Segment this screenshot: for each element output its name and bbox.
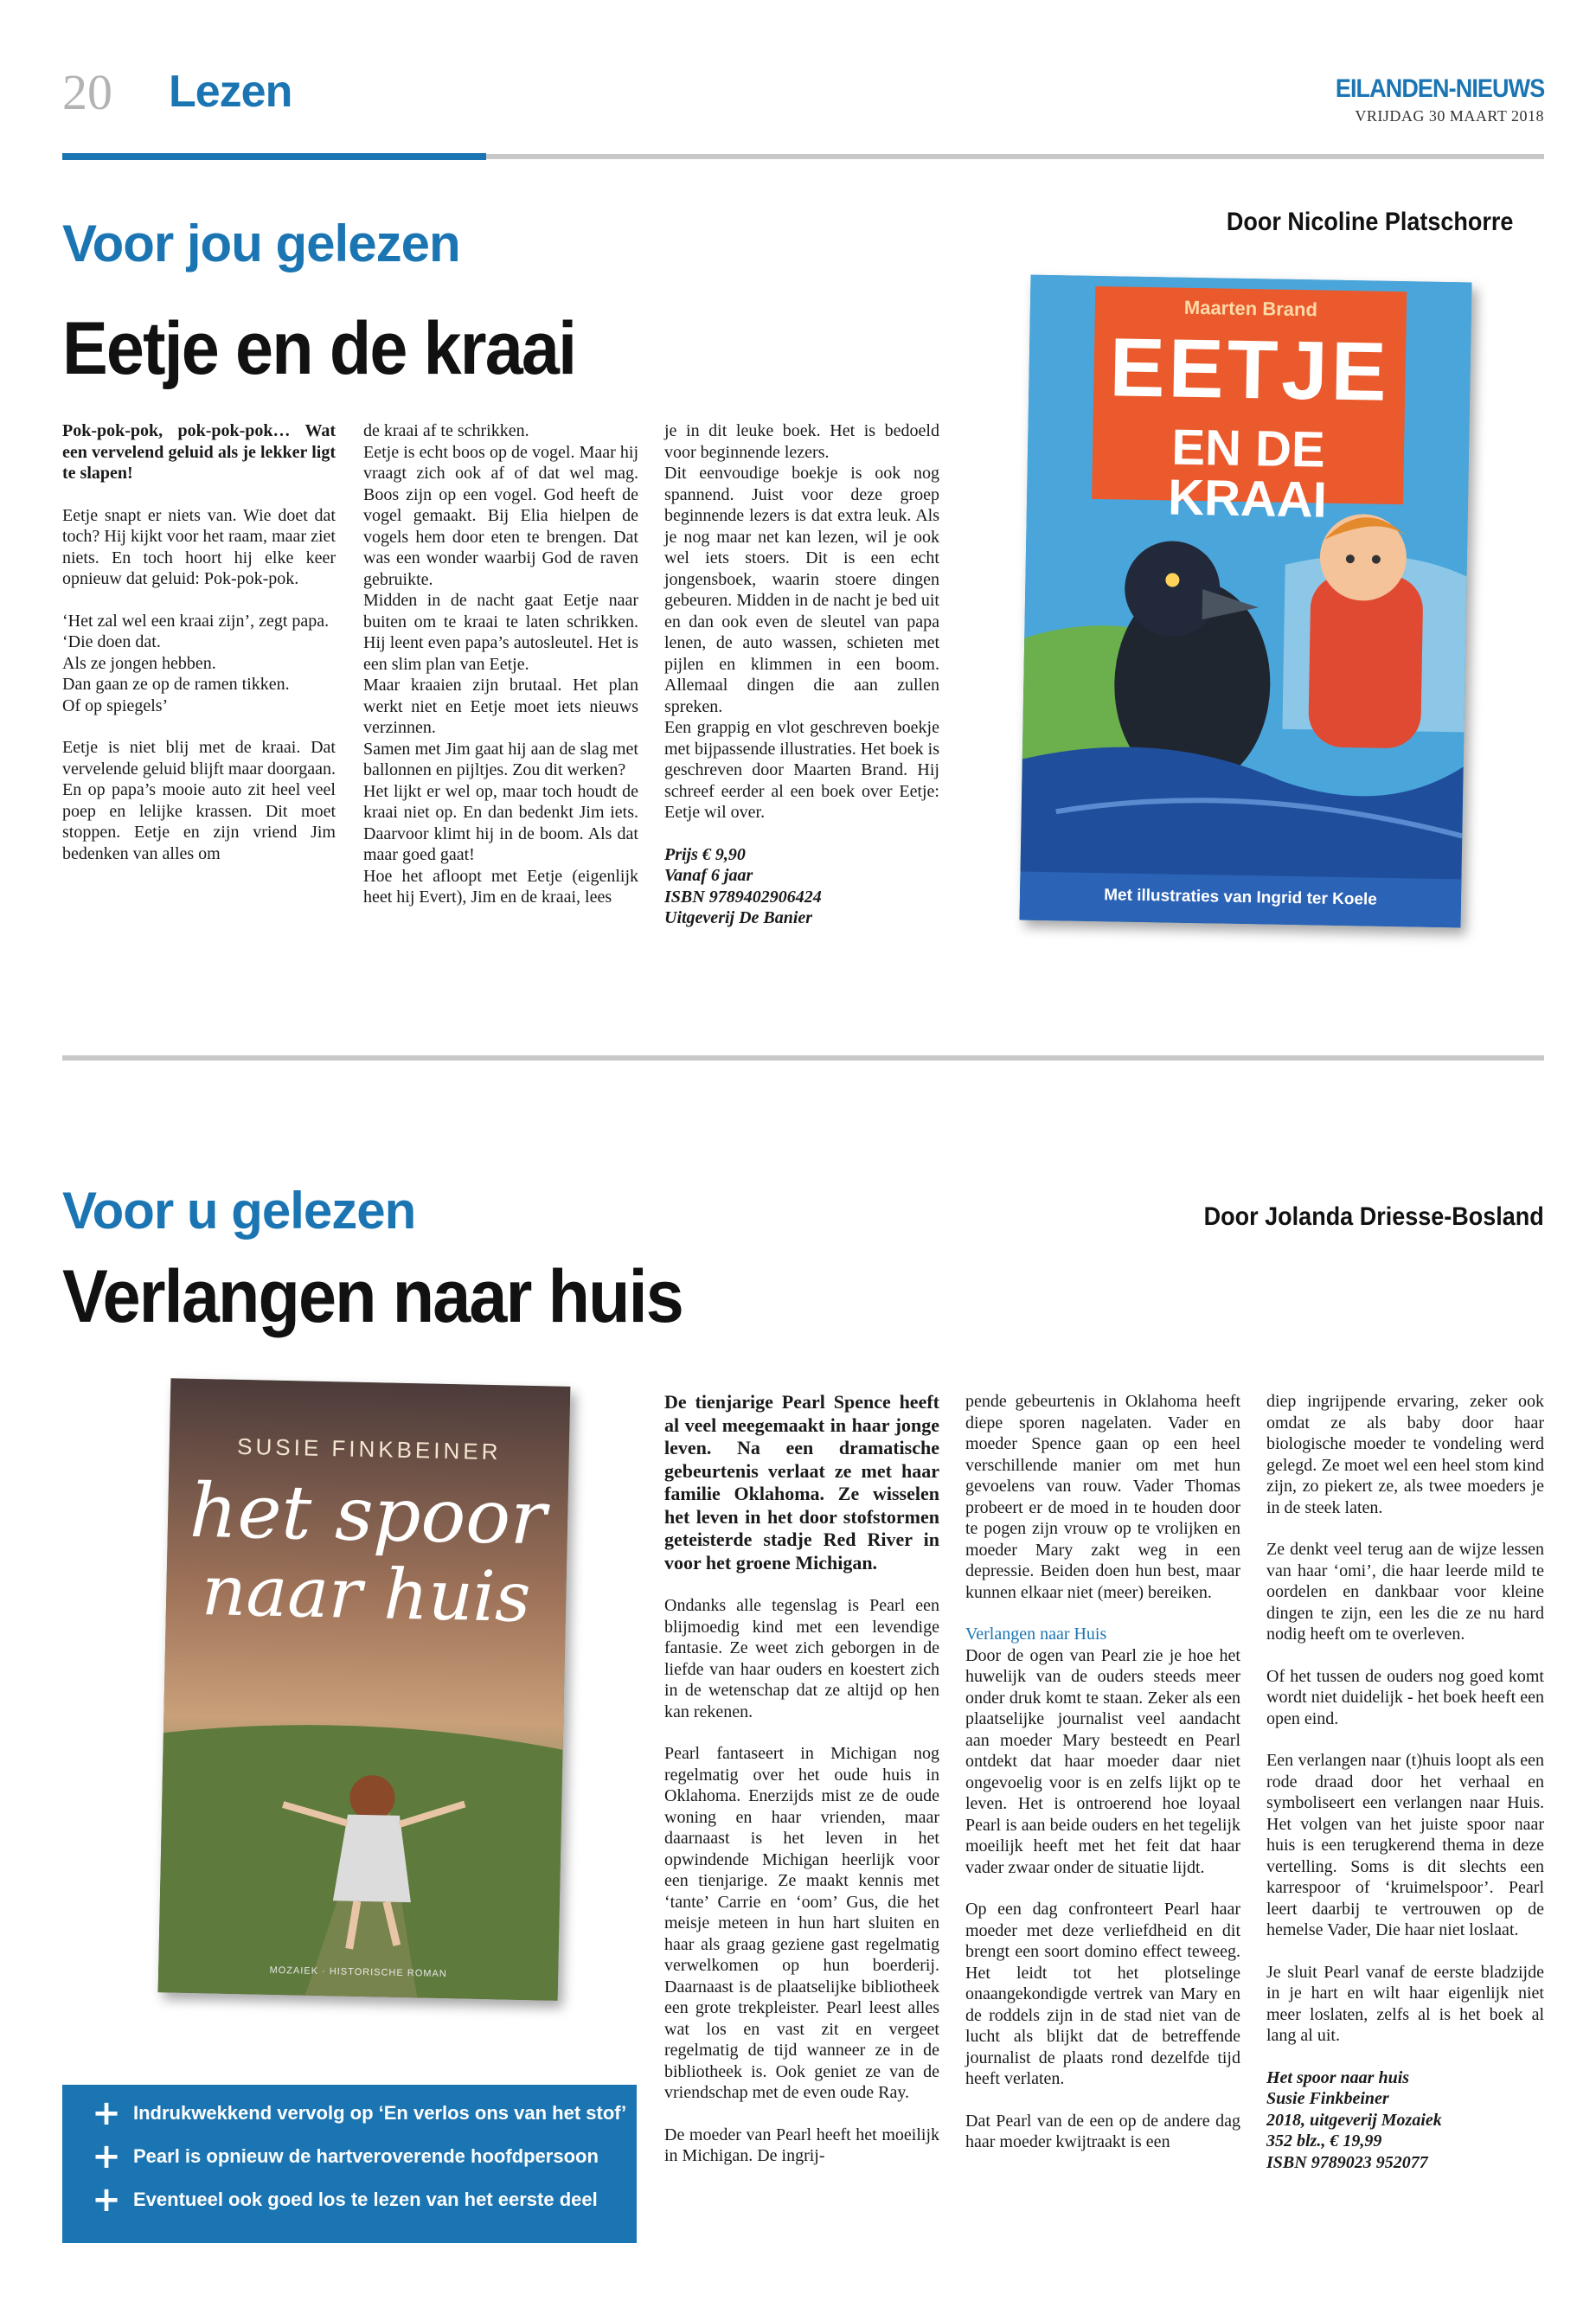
cover-title-line2: EN DE KRAAI [1167,419,1328,529]
cover-title-line2: naar huis [201,1550,532,1638]
article1-paragraph: Eetje snapt er niets van. Wie doet dat toch? Hij kijkt voor het raam, maar ziet niets. En toch hoort hij elke keer opnieuw dat geluid: Pok-pok-pok. [62,505,336,588]
highlight-text: Pearl is opnieuw de hartveroverende hoofdpersoon [133,2145,599,2167]
header-accent-rule [62,153,486,160]
article2-book-author: Susie Finkbeiner [1266,2089,1389,2108]
article2-book-title: Het spoor naar huis [1266,2067,1410,2087]
article2-book-isbn: ISBN 9789023 952077 [1266,2152,1428,2172]
article2-paragraph: diep ingrijpende ervaring, zeker ook omdat ze als baby door haar biologische moeder te vondeling werd gelegd. Ze moet wel een heel stom kind zijn, zo piekert ze, als twee moeders je in de steek laten. [1266,1392,1544,1517]
highlight-text: Indrukwekkend vervolg op ‘En verlos ons van het stof’ [133,2102,627,2124]
article2-paragraph: Pearl fantaseert in Michigan nog regelmatig over het oude huis in Oklahoma. Enerzijds mist ze de oude woning en haar vrienden, maar daarnaast is het leven in het opwindende Michigan heerlijk voor een tienjarige. Ze maakt kennis met ‘tante’ Carrie en ‘oom’ Gus, die het meisje meteen in hun hart sluiten en haar als graag geziene gast regelmatig verwelkomen op hun boerderij. Daarnaast is de plaatselijke bibliotheek een grote trekpleister. Pearl leest alles wat los en vast zit en vergeet regelmatig de tijd wanneer ze in de bibliotheek is. Ook geniet ze van de vriendschap met de even oude Ray. [664,1744,939,2102]
article1-quote-line: Dan gaan ze op de ramen tikken. [62,675,290,694]
article2-title: Verlangen naar huis [62,1255,683,1338]
article1-paragraph: de kraai af te schrikken. [363,421,529,440]
article1-paragraph: Maar kraaien zijn brutaal. Het plan werkt niet en Eetje moet iets nieuws verzinnen. [363,676,638,737]
article2-paragraph: pende gebeurtenis in Oklahoma heeft diepe sporen nagelaten. Vader en moeder Spence gaan op een heel verschillende manier om met hun gevoelens van rouw. Vader Thomas probeert er de moed in te houden door te pogen zijn vrouw op te vrolijken en moeder Mary zakt weg in een depressie. Beiden doen hun best, maar kunnen elkaar niet (meer) bereiken. [965,1392,1240,1602]
article1-paragraph: Midden in de nacht gaat Eetje naar buiten om te kraai te laten schrikken. Hij leent even papa’s autosleutel. Het is een slim plan van Eetje. [363,591,638,674]
article1-column-3 [664,420,939,929]
section-title: Lezen [169,67,292,117]
article1-price: Prijs € 9,90 [664,844,746,864]
article1-paragraph: je in dit leuke boek. Het is bedoeld voor beginnende lezers. [664,421,939,462]
article2-column-1 [664,1391,939,2188]
article2-column-3 [1266,1391,1544,2173]
article2-byline: Door Jolanda Driesse-Bosland [1203,1202,1544,1231]
article2-paragraph: Je sluit Pearl vanaf de eerste bladzijde in je hart en wilt haar eigenlijk niet meer loslaten, zelfs al is het boek al lang al uit. [1266,1962,1544,2045]
highlight-text: Eventueel ook goed los te lezen van het eerste deel [133,2189,598,2210]
article2-paragraph: Op een dag confronteert Pearl haar moeder met deze verliefdheid en dit brengt een soort domino effect teweeg. Het leidt tot het plotselinge onaangekondigde vertrek van Mary en de roddels zijn in de stad niet van de lucht als blijkt dat de betreffende journalist de plaats rond dezelfde tijd heeft verlaten. [965,1900,1240,2088]
article2-book-publisher: 2018, uitgeverij Mozaiek [1266,2110,1442,2130]
plus-icon: + [92,2180,121,2220]
article1-quote-line: ‘Het zal wel een kraai zijn’, zegt papa. [62,611,330,631]
cover-title-line1: het spoor [189,1467,548,1562]
highlight-item [62,2178,637,2221]
book-cover-spoor [158,1378,571,2001]
highlight-item [62,2135,637,2178]
article1-column-2 [363,420,638,908]
cover-title-line1: EETJE [1108,321,1391,419]
article2-paragraph: De moeder van Pearl heeft het moeilijk in Michigan. De ingrij- [664,2125,939,2165]
article1-paragraph: Eetje is niet blij met de kraai. Dat vervelende geluid blijft maar doorgaan. En op papa’s mooie auto zit heel veel poep en lelijke krassen. Dit moet stoppen. Eetje en zijn vriend Jim bedenken van alles om [62,738,336,863]
article2-lead: De tienjarige Pearl Spence heeft al veel meegemaakt in haar jonge leven. Na een dramatische gebeurtenis verlaat ze met haar familie Oklahoma. Ze wisselen het leven in het door stofstormen geteisterde stadje Red River in voor het groene Michigan. [664,1391,939,1574]
article1-title: Eetje en de kraai [62,307,576,390]
article1-publisher: Uitgeverij De Banier [664,908,813,927]
cover-author: SUSIE FINKBEINER [236,1433,502,1465]
article1-paragraph: Hoe het afloopt met Eetje (eigenlijk heet hij Evert), Jim en de kraai, lees [363,866,638,907]
article1-kicker: Voor jou gelezen [62,215,460,272]
article1-column-1 [62,420,336,885]
article1-isbn: ISBN 9789402906424 [664,887,822,907]
page-number: 20 [62,64,112,120]
article1-quote-line: ‘Die doen dat. [62,632,161,651]
book-cover-eetje [1020,275,1472,928]
article2-kicker: Voor u gelezen [62,1182,416,1240]
article1-lead: Pok-pok-pok, pok-pok-pok… Wat een vervelend geluid als je lekker ligt te slapen! [62,421,336,483]
article1-paragraph: Het lijkt er wel op, maar toch houdt de kraai niet op. En dan bedenkt Jim iets. Daarvoor klimt hij in de boom. Als dat maar goed gaat! [363,781,638,864]
article1-age: Vanaf 6 jaar [664,866,753,885]
article1-paragraph: Samen met Jim gaat hij aan de slag met ballonnen en pijltjes. Zou dit werken? [363,739,638,779]
article2-column-2 [965,1391,1240,2174]
highlights-box [62,2085,637,2243]
issue-date: VRIJDAG 30 MAART 2018 [1355,107,1544,125]
article2-paragraph: Een verlangen naar (t)huis loopt als een rode draad door het verhaal en symboliseert een verlangen naar Huis. Het volgen van het juiste spoor naar huis is een terugkerend thema in deze vertelling. Soms is dit slechts een karrespoor of ‘kruimelspoor’. Pearl leert daarbij te vertrouwen op de hemelse Vader, Die haar niet loslaat. [1266,1751,1544,1939]
article2-subheading: Verlangen naar Huis [965,1625,1107,1644]
article2-paragraph: Ze denkt veel terug aan de wijze lessen van haar ‘omi’, die haar leerde mild te oordelen en dankbaar voor kleine dingen te zijn, een les die ze nu hard nodig heeft om te overleven. [1266,1540,1544,1644]
newspaper-logo: EILANDEN-NIEUWS [1335,74,1544,103]
article1-quote-line: Als ze jongen hebben. [62,653,216,673]
article1-paragraph: Dit eenvoudige boekje is ook nog spannend. Juist voor deze groep beginnende lezers is dat extra leuk. Als je nog maar net kan lezen, wil je ook wel iets stoers. Dit is een echt jongensboek, waarin stoere dingen gebeuren. Midden in de nacht je bed uit en dan ook even de sleutel van papa lenen, de auto wassen, schieten met pijlen en klimmen in een boom. Allemaal dingen die aan zullen spreken. [664,464,939,716]
highlight-item [62,2092,637,2135]
cover-publisher: MOZAIEK · HISTORISCHE ROMAN [269,1965,447,1980]
article2-paragraph: Door de ogen van Pearl zie je hoe het huwelijk van de ouders steeds meer onder druk komt te staan. Zeker als een plaatselijke journalist veel aandacht aan moeder Mary besteedt en Pearl ontdekt dat haar moeder daar niet ongevoelig voor is en zelfs lijkt op te leven. Het is ontroerend hoe loyaal Pearl is aan beide ouders en het tegelijk moeilijk heeft met het feit dat haar vader zwaar onder de situatie lijdt. [965,1645,1240,1877]
plus-icon: + [92,2093,121,2133]
article1-paragraph: Een grappig en vlot geschreven boekje met bijpassende illustraties. Het boek is geschreven door Maarten Brand. Hij schreef eerder al een boek over Eetje: Eetje wil over. [664,718,939,822]
plus-icon: + [92,2137,121,2176]
article2-paragraph: Ondanks alle tegenslag is Pearl een blijmoedig kind met een levendige fantasie. Ze weet zich geborgen in de liefde van haar ouders en koestert zich in de wetenschap dat ze altijd op hen kan rekenen. [664,1596,939,1721]
article2-paragraph: Of het tussen de ouders nog goed komt wordt niet duidelijk - het boek heeft een open eind. [1266,1666,1544,1728]
article2-book-price: 352 blz., € 19,99 [1266,2131,1382,2150]
article1-paragraph: Eetje is echt boos op de vogel. Maar hij vraagt zich ook af of dat wel mag. Boos zijn op een vogel. God heeft de vogel gemaakt. Bij Elia hielpen de vogels hem door eten te brengen. Dat was een wonder waarbij God de raven gebruikte. [363,442,638,589]
cover-author: Maarten Brand [1183,296,1318,321]
article1-quote-line: Of op spiegels’ [62,695,169,715]
article2-paragraph: Dat Pearl van de een op de andere dag haar moeder kwijtraakt is een [965,2111,1240,2151]
article-divider [62,1055,1544,1061]
article1-byline: Door Nicoline Platschorre [1226,208,1513,236]
cover-illustrator: Met illustraties van Ingrid ter Koele [1104,886,1378,909]
